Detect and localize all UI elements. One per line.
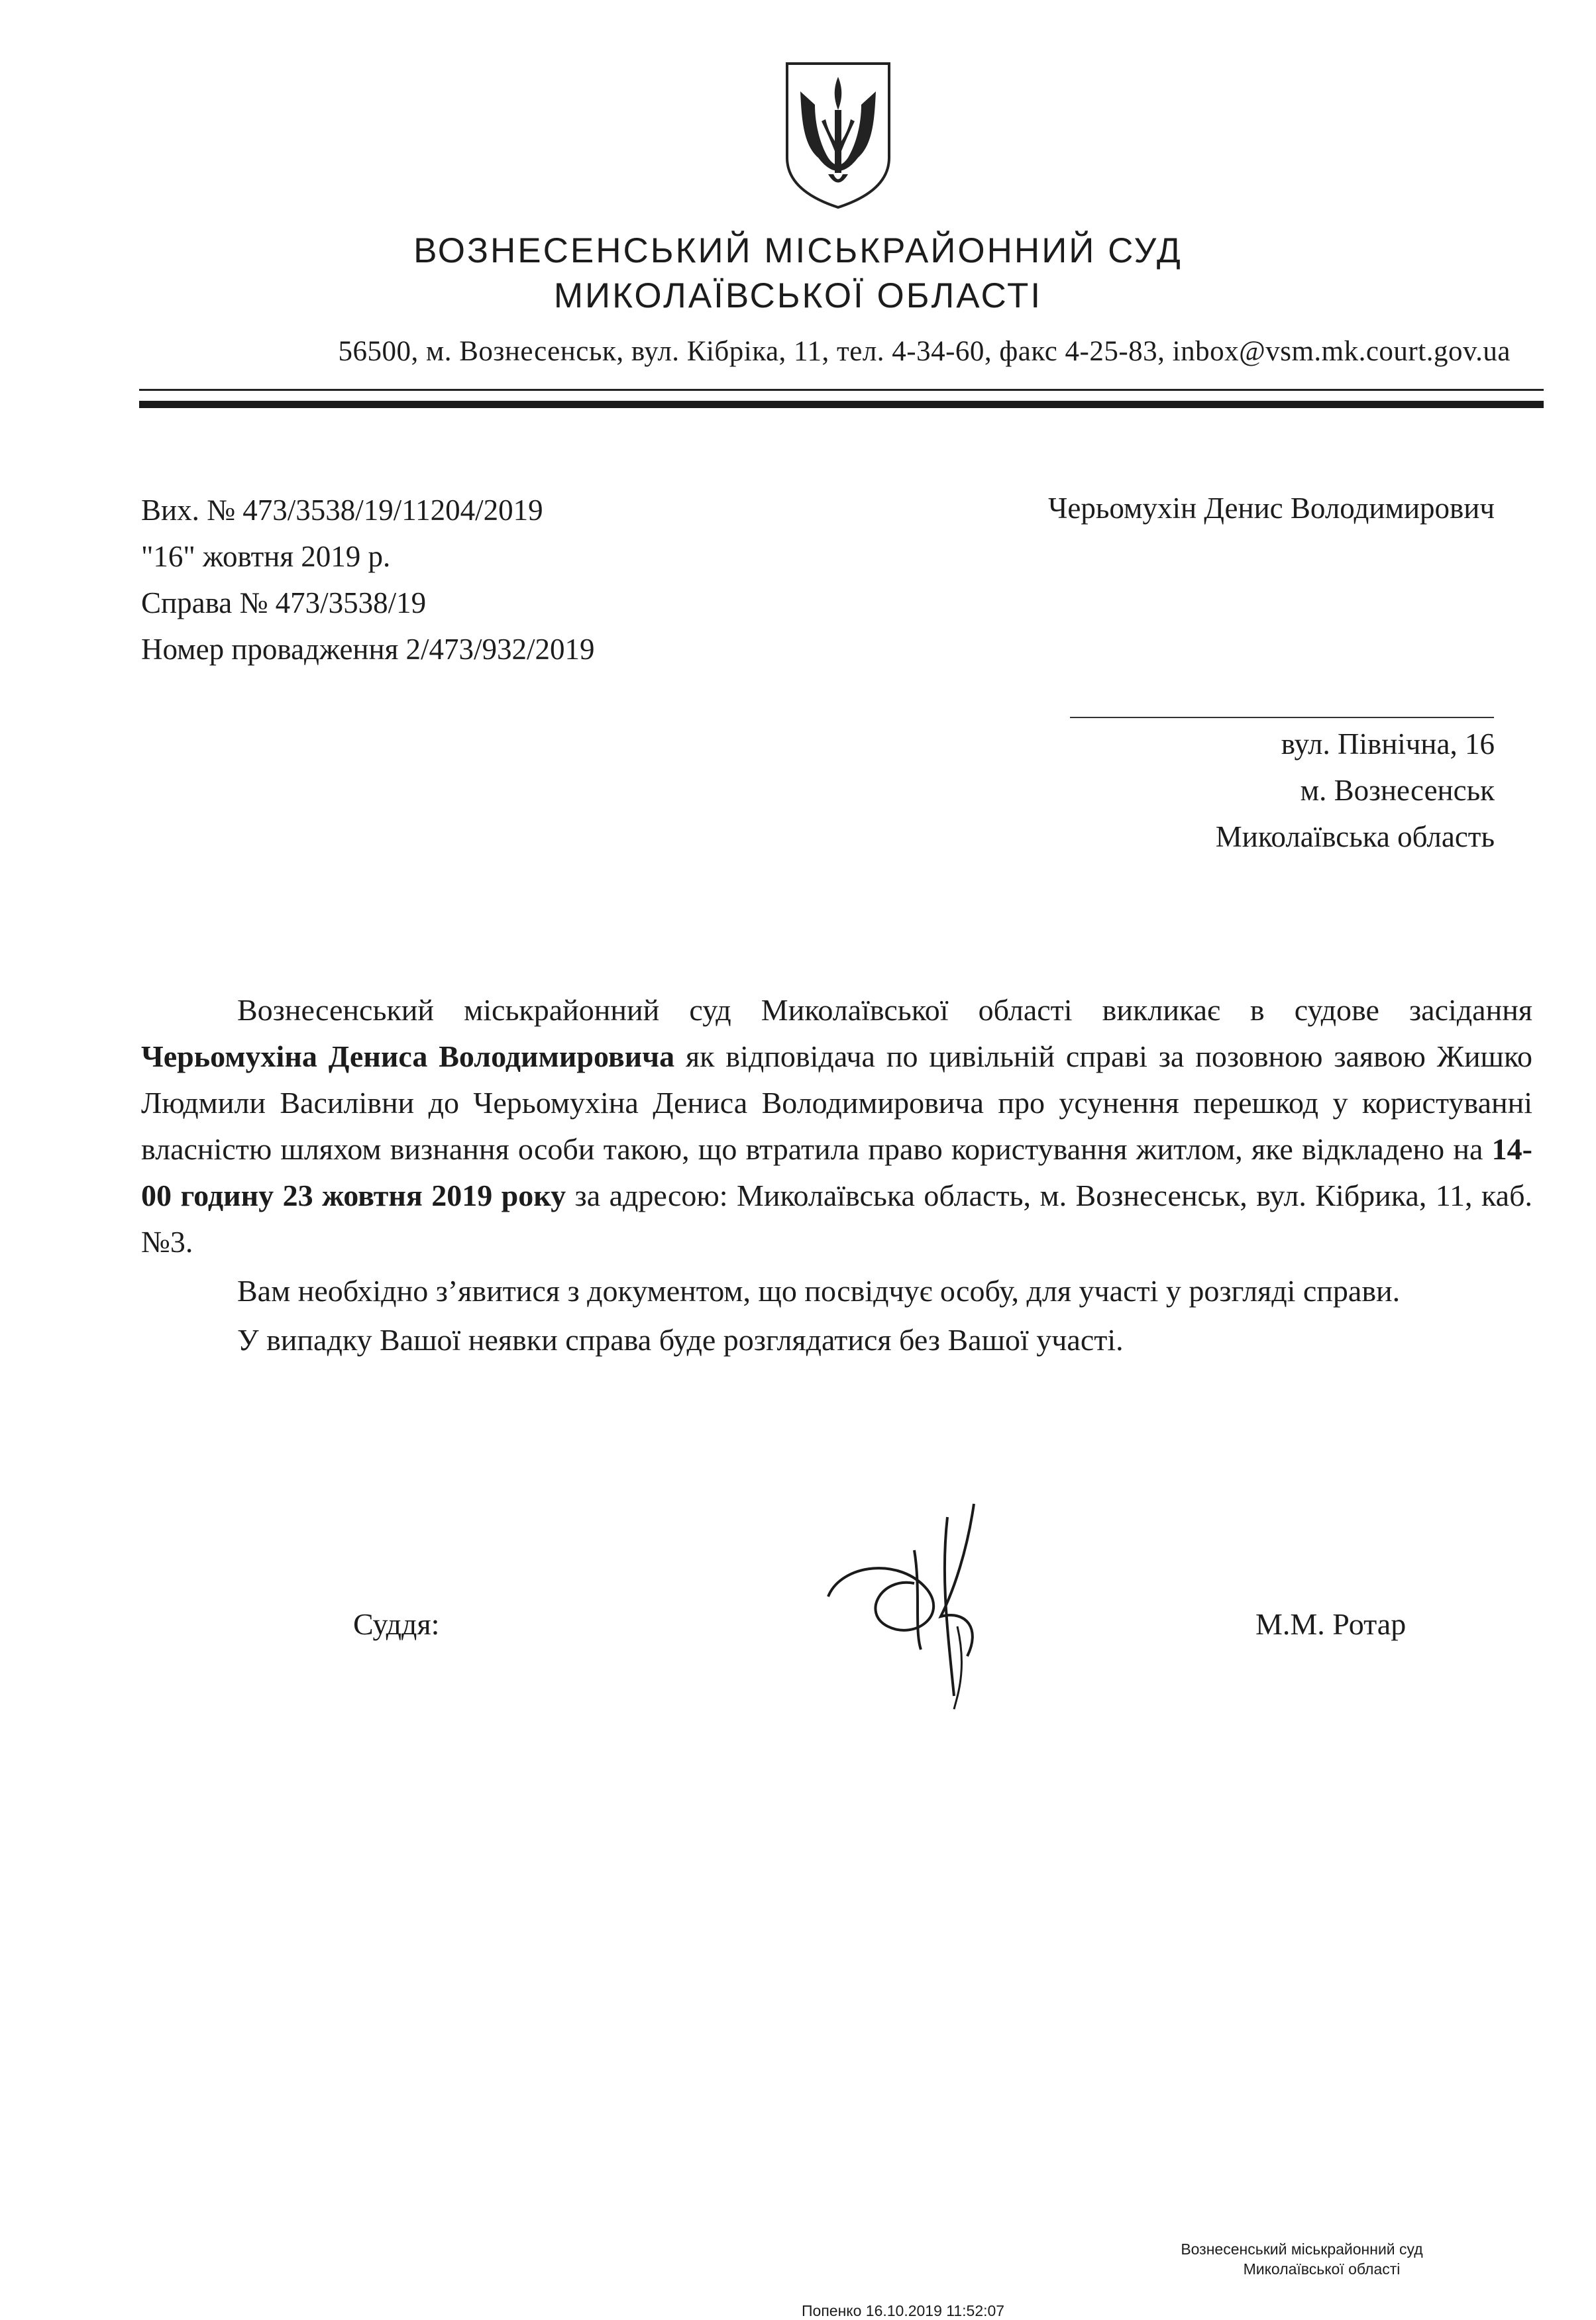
stamp-line2: Миколаївської області — [1243, 2260, 1401, 2278]
id-requirement-paragraph: Вам необхідно з’явитися з документом, що посвідчує особу, для участі у розгляді справи. — [237, 1274, 1401, 1308]
recipient-blank-line — [1070, 717, 1494, 718]
clerk-datetime: Попенко 16.10.2019 11:52:07 — [802, 2302, 1005, 2319]
handwritten-signature-icon — [815, 1497, 1060, 1716]
absence-paragraph: У випадку Вашої неявки справа буде розглядатися без Вашої участі. — [237, 1323, 1124, 1357]
summons-paragraph: Вознесенський міськрайонний суд Миколаївської області викликає в судове засідання Черьомухіна Дениса Володимировича як відповідача по цивільній справі за позовною заявою Жишко Людмили Василівни до Черьомухіна Дениса Володимировича про усунення перешкод у користуванні власністю шляхом визнання особи такою, що втратила право користування житлом, яке відкладено на 14-00 годину 23 жовтня 2019 року за адресою: Миколаївська область, м. Вознесенськ, вул. Кібрика, 11, каб. №3. — [141, 993, 1532, 1259]
court-name-line1: ВОЗНЕСЕНСЬКИЙ МІСЬКРАЙОННИЙ СУД — [413, 231, 1183, 270]
letter-body — [141, 987, 1532, 1366]
hearing-time: 14-00 годину 23 жовтня 2019 року — [141, 1132, 1532, 1212]
trident-coat-of-arms-icon — [782, 58, 894, 211]
court-registration-stamp — [1063, 2239, 1540, 2279]
court-name-line2: МИКОЛАЇВСЬКОЇ ОБЛАСТІ — [553, 276, 1043, 315]
document-meta — [141, 487, 595, 672]
proceeding-number: Номер провадження 2/473/932/2019 — [141, 633, 595, 666]
defendant-name: Черьомухіна Дениса Володимировича — [141, 1039, 675, 1073]
recipient-city: м. Вознесенськ — [1300, 774, 1495, 807]
header-divider-thick — [139, 401, 1544, 408]
header-divider-thin — [139, 389, 1544, 391]
recipient-name: Черьомухін Денис Володимирович — [1048, 492, 1495, 525]
recipient-region: Миколаївська область — [1215, 820, 1495, 853]
judge-name: М.М. Ротар — [1255, 1607, 1407, 1641]
document-date: "16" жовтня 2019 р. — [141, 540, 391, 573]
stamp-line1: Вознесенський міськрайонний суд — [1181, 2241, 1423, 2258]
court-address: 56500, м. Вознесенськ, вул. Кібріка, 11, тел. 4-34-60, факс 4-25-83, inbox@vsm.mk.court.gov.ua — [338, 336, 1511, 367]
outgoing-number: Вих. № 473/3538/19/11204/2019 — [141, 494, 543, 527]
barcode — [1064, 2291, 1528, 2311]
case-number: Справа № 473/3538/19 — [141, 586, 427, 619]
judge-label: Суддя: — [353, 1607, 440, 1641]
recipient-address — [994, 721, 1495, 860]
recipient-street: вул. Північна, 16 — [1281, 727, 1495, 761]
